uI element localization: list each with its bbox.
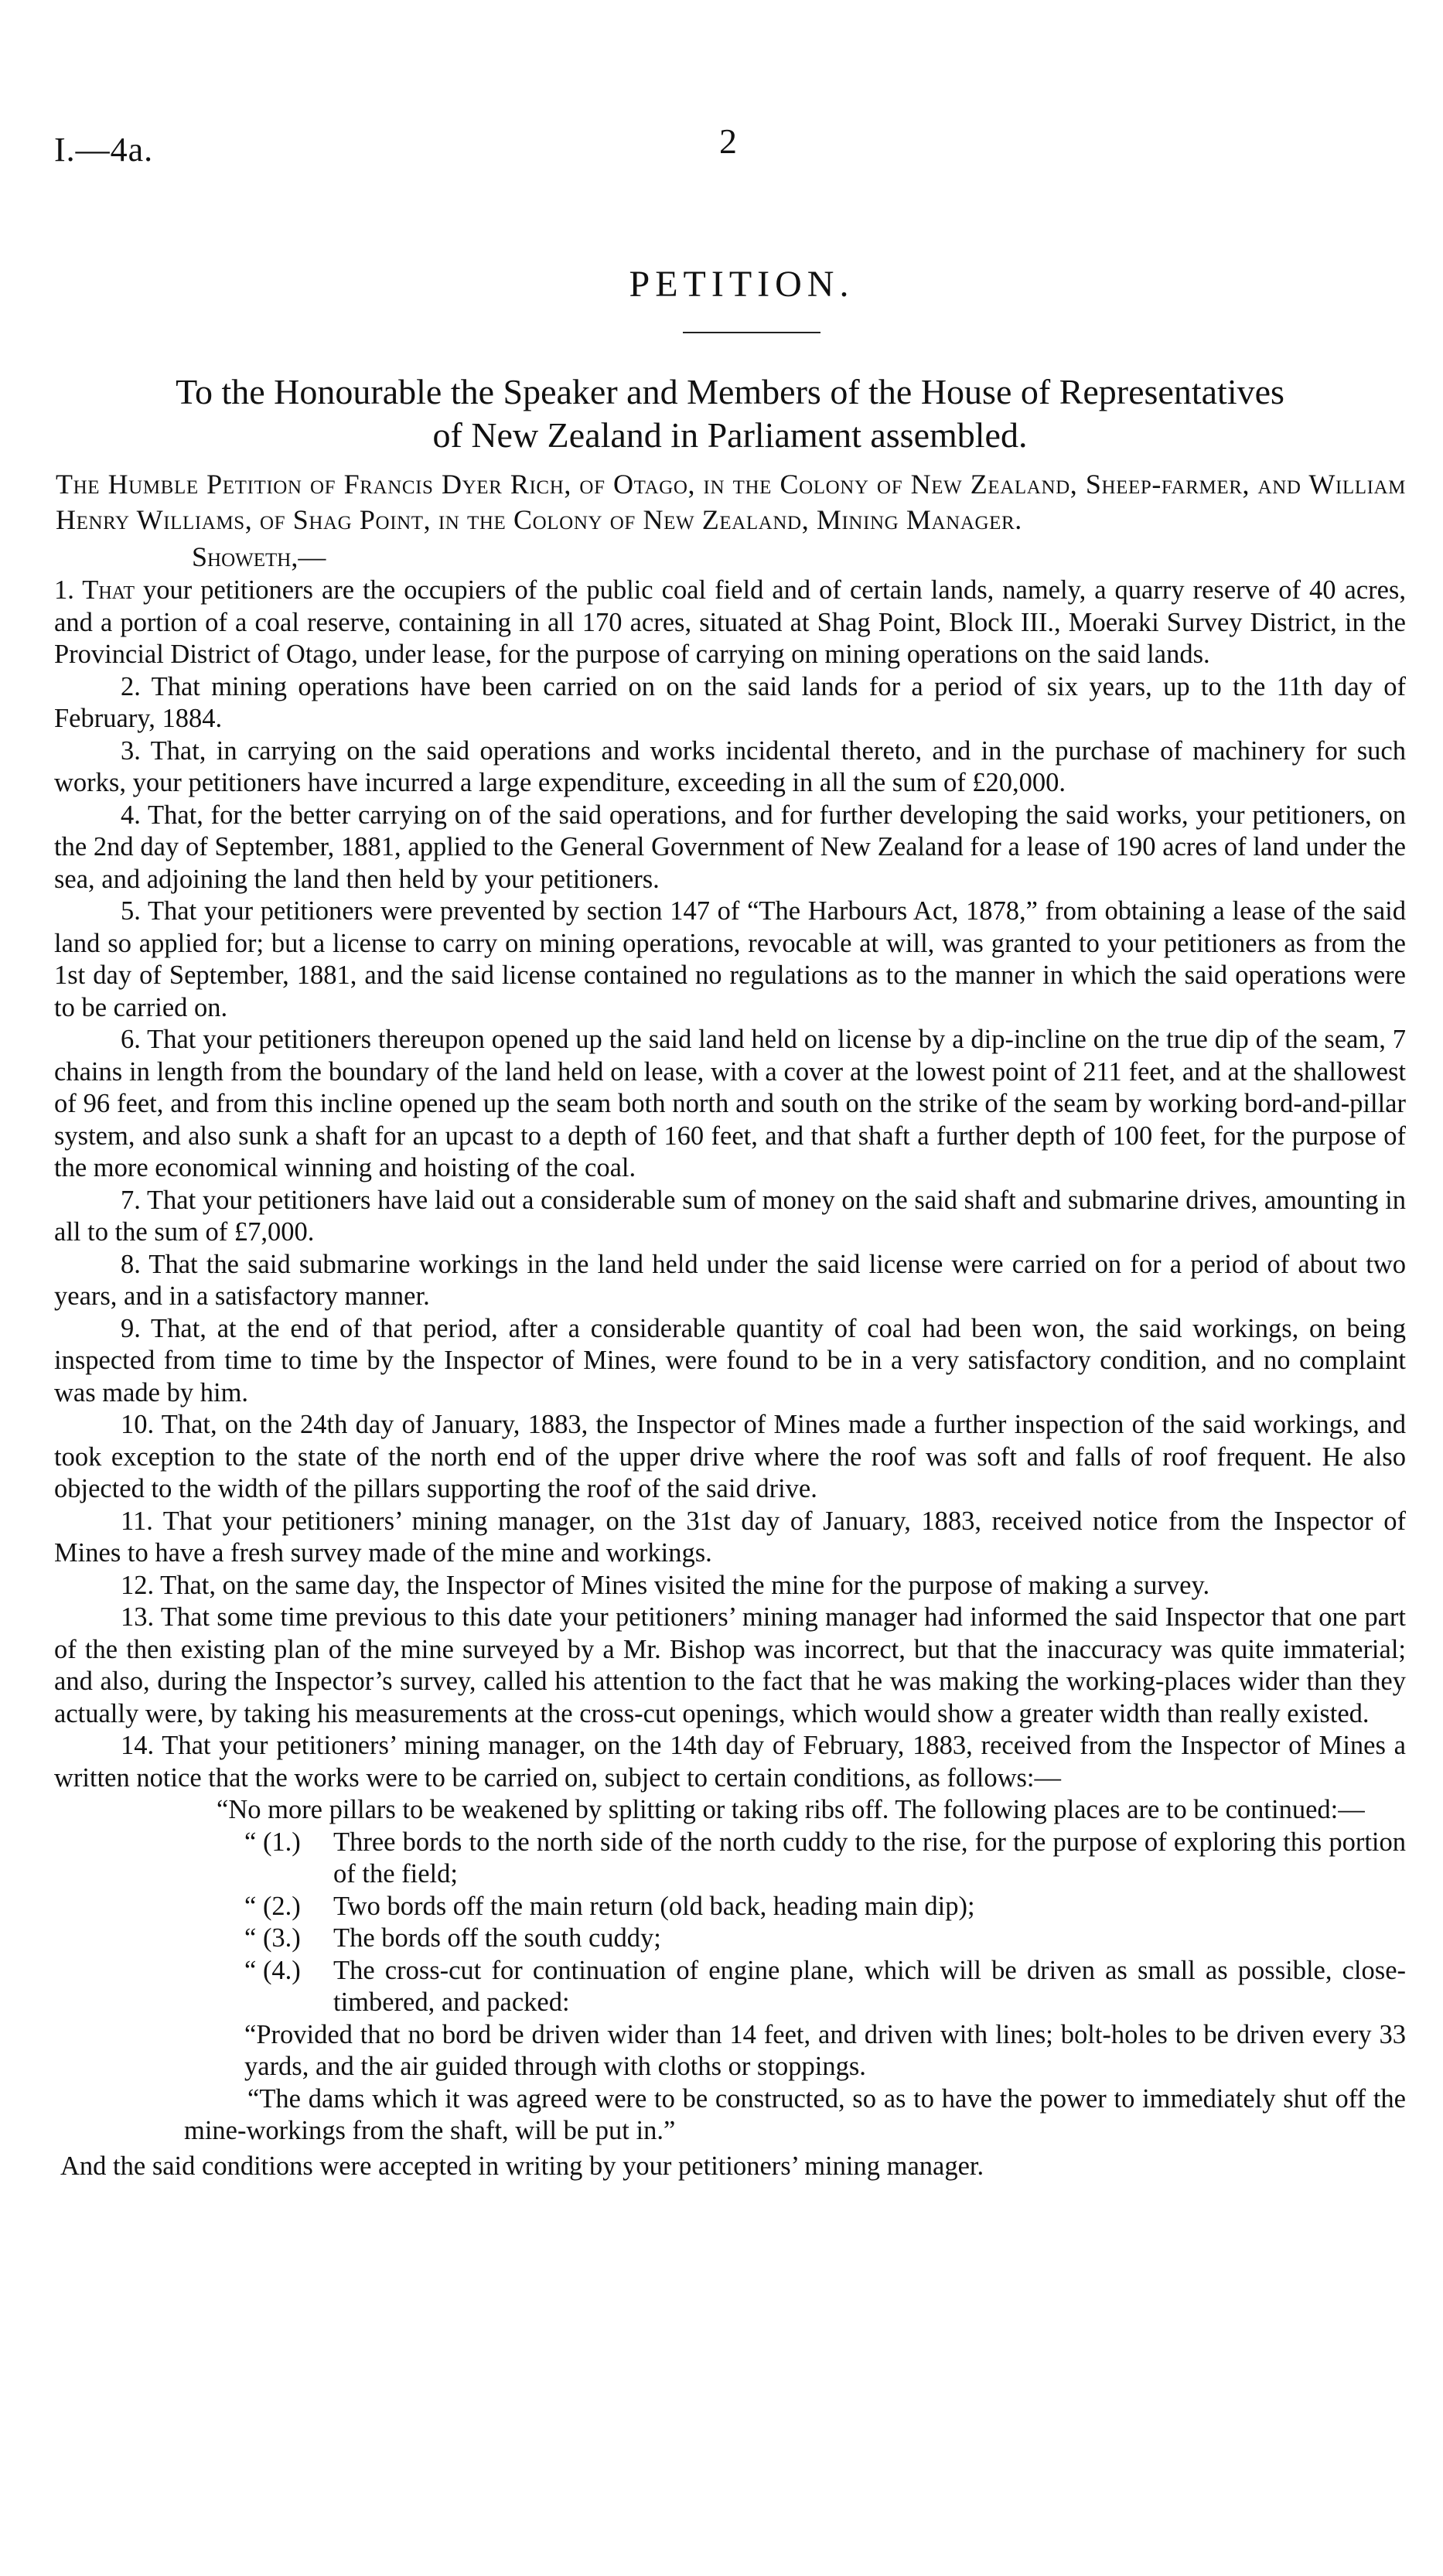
document-title: PETITION. — [629, 264, 855, 305]
paragraph-8: 8. That the said submarine workings in the land held under the said license were carried on for a period of about two years, and in a satisfactory manner. — [54, 1249, 1406, 1311]
paragraph-6: 6. That your petitioners thereupon opened up the said land held on license by a dip-incline on the true dip of the seam, 7 chains in length from the boundary of the land held on lease, with a cover at the lowest point of 211 feet, and at the shallowest of 96 feet, and from this incline opened up the seam both north and south on the strike of the seam by working bord-and-pillar system, and also sunk a shaft for an upcast to a depth of 160 feet, and that shaft a further depth of 100 feet, for the purpose of the more economical winning and hoisting of the coal. — [54, 1025, 1406, 1182]
page-header — [54, 116, 1406, 170]
address-heading — [54, 370, 1406, 457]
paragraph-2: 2. That mining operations have been carried on on the said lands for a period of six years, up to the 11th day of February, 1884. — [54, 671, 1406, 733]
paragraph-7: 7. That your petitioners have laid out a considerable sum of money on the said shaft and submarine drives, amounting in all to the sum of £7,000. — [54, 1185, 1406, 1247]
conditions-dams: “The dams which it was agreed were to be constructed, so as to have the power to immediately shut off the mine-workings from the shaft, will be put in.” — [184, 2083, 1406, 2145]
paragraph-14: 14. That your petitioners’ mining manager, on the 14th day of February, 1883, received from the Inspector of Mines a written notice that the works were to be carried on, subject to certain conditions, as follows:— — [54, 1731, 1406, 1793]
condition-item-4 — [54, 1955, 1406, 2019]
paragraph-text: your petitioners are the occupiers of the public coal field and of certain lands, namely, a quarry reserve of 40 acres, and a portion of a coal reserve, containing in all 170 acres, situated at Shag Point, Block III., Moeraki Survey District, in the Provincial District of Otago, under lease, for the purpose of carrying on mining operations on the said lands. — [54, 575, 1406, 669]
title-rule — [683, 332, 820, 333]
page-reference: I.—4a. — [54, 131, 154, 169]
condition-item-2 — [54, 1891, 1406, 1923]
paragraph-3: 3. That, in carrying on the said operations and works incidental thereto, and in the purchase of machinery for such works, your petitioners have incurred a large expenditure, exceeding in all the sum of £20,000. — [54, 735, 1406, 797]
petition-body — [54, 575, 1406, 1794]
conditions-intro: “No more pillars to be weakened by splitting or taking ribs off. The following places are to be continued:— — [217, 1795, 1365, 1824]
paragraph-1 — [54, 575, 1406, 671]
condition-number: “ (1.) — [244, 1827, 301, 1857]
paragraph-10: 10. That, on the 24th day of January, 1883, the Inspector of Mines made a further inspection of the said workings, and took exception to the state of the north end of the upper drive where the roof was soft and falls of roof frequent. He also objected to the width of the pillars supporting the roof of the said drive. — [54, 1410, 1406, 1503]
condition-text: Two bords off the main return (old back, heading main dip); — [333, 1891, 975, 1921]
condition-item-1 — [54, 1827, 1406, 1891]
conditions-proviso — [54, 2019, 1406, 2083]
condition-text: The cross-cut for continuation of engine plane, which will be driven as small as possible, close-timbered, and packed: — [333, 1955, 1406, 2017]
address-line-2: of New Zealand in Parliament assembled. — [432, 415, 1028, 455]
paragraph-9: 9. That, at the end of that period, after a considerable quantity of coal had been won, the said workings, on being inspected from time to time by the Inspector of Mines, were found to be in a very satisfactory condition, and no complaint was made by him. — [54, 1313, 1406, 1407]
page-number: 2 — [719, 121, 737, 161]
condition-item-3 — [54, 1923, 1406, 1955]
paragraph-13: 13. That some time previous to this date your petitioners’ mining manager had informed the said Inspector that one part of the then existing plan of the mine surveyed by a Mr. Bishop was incorrect, but that the inaccuracy was quite immaterial; and also, during the Inspector’s survey, called his attention to the fact that he was making the working-places wider than they actually were, by taking his measurements at the cross-cut openings, which would show a greater width than really existed. — [54, 1602, 1406, 1728]
condition-number: “ (3.) — [244, 1923, 301, 1953]
address-line-1: To the Honourable the Speaker and Members of the House of Representatives — [176, 372, 1284, 411]
proviso-text: “Provided that no bord be driven wider than 14 feet, and driven with lines; bolt-holes to be driven every 33 yards, and the air guided through with cloths or stoppings. — [244, 2019, 1406, 2081]
paragraph-11: 11. That your petitioners’ mining manager, on the 31st day of January, 1883, received notice from the Inspector of Mines to have a fresh survey made of the mine and workings. — [54, 1506, 1406, 1568]
condition-text: Three bords to the north side of the north cuddy to the rise, for the purpose of exploring this portion of the field; — [333, 1827, 1406, 1888]
petitioners-statement: The Humble Petition of Francis Dyer Rich, of Otago, in the Colony of New Zealand, Sheep-farmer, and William Henry Williams, of Shag Point, in the Colony of New Zealand, Mining Manager. — [56, 469, 1406, 535]
paragraph-12: 12. That, on the same day, the Inspector of Mines visited the mine for the purpose of making a survey. — [121, 1570, 1210, 1600]
paragraph-4: 4. That, for the better carrying on of the said operations, and for further developing the said works, your petitioners, on the 2nd day of September, 1881, applied to the General Government of New Zealand for a lease of 190 acres of land under the sea, and adjoining the land then held by your petitioners. — [54, 800, 1406, 894]
condition-number: “ (2.) — [244, 1891, 301, 1921]
closing-statement: And the said conditions were accepted in writing by your petitioners’ mining manager. — [60, 2151, 984, 2181]
paragraph-5: 5. That your petitioners were prevented by section 147 of “The Harbours Act, 1878,” from obtaining a lease of the said land so applied for; but a license to carry on mining operations, revocable at will, was granted to your petitioners as from the 1st day of September, 1881, and the said license contained no regulations as to the manner in which the said operations were to be carried on. — [54, 896, 1406, 1022]
condition-text: The bords off the south cuddy; — [333, 1923, 661, 1953]
paragraph-lead: 1. That — [54, 575, 135, 605]
showeth-label: Showeth,— — [192, 541, 326, 572]
condition-number: “ (4.) — [244, 1955, 301, 1985]
